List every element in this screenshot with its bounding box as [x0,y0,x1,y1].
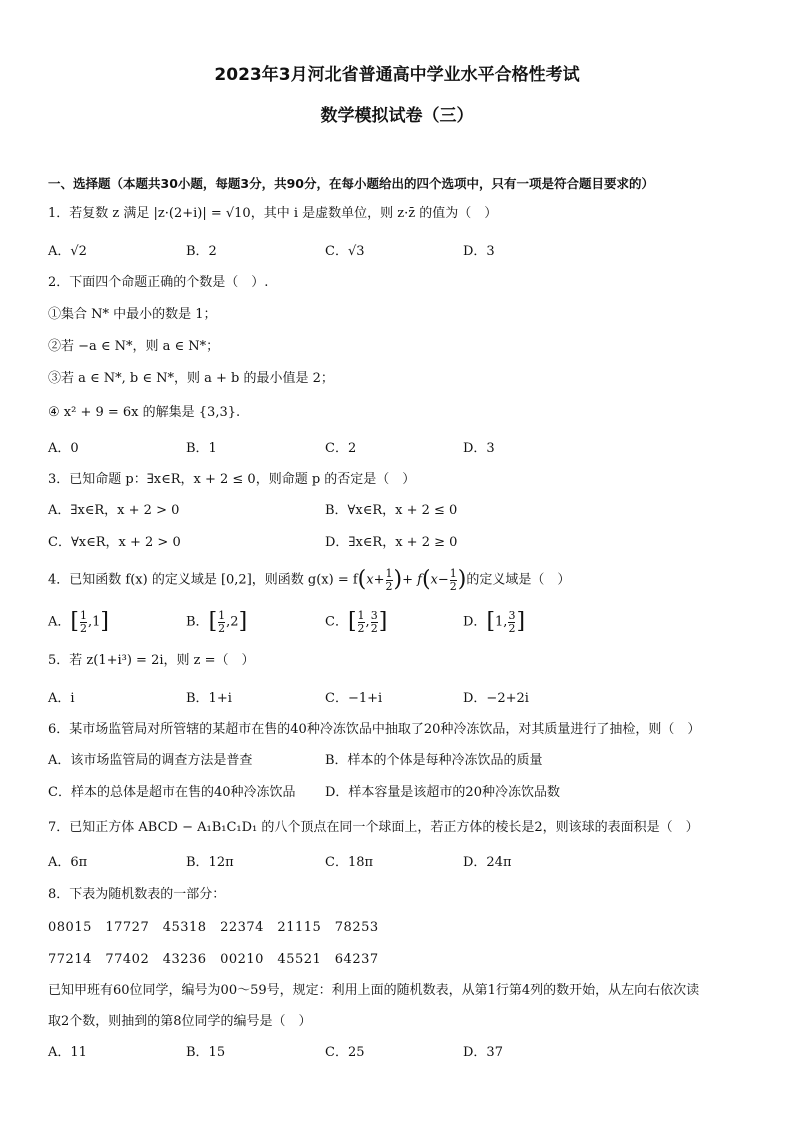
q1-option-c: C．√3 [325,244,365,259]
q4-close-paren: ) [393,567,403,592]
q2-statement-2: ②若 −a ∈ N*，则 a ∈ N*； [48,339,220,354]
q5-option-d: D．−2+2i [463,691,529,706]
q6-option-c: C．样本的总体是超市在售的40种冷冻饮品 [48,785,296,800]
q1-option-d: D．3 [463,244,495,259]
q5-option-b: B．1+i [186,691,232,706]
q2-stem: 2．下面四个命题正确的个数是（ ）. [48,275,269,290]
q4-stem: 4．已知函数 f(x) 的定义域是 [0,2]，则函数 g(x) = f(x+ $\frac{1}{2}$ )+ f(x− $\frac{1}{2}$ )的定义域是（ ） [48,566,571,593]
q8-random-row-2: 77214 77402 43236 00210 45521 64237 [48,952,379,967]
q8-stem: 8．下表为随机数表的一部分： [48,887,226,902]
q7-stem: 7．已知正方体 ABCD − A₁B₁C₁D₁ 的八个顶点在同一个球面上，若正方体的棱长是2，则该球的表面积是（ ） [48,820,699,835]
q2-option-c: C．2 [325,441,357,456]
q2-option-b: B．1 [186,441,217,456]
q3-option-d: D．∃x∈R，x + 2 ≥ 0 [325,535,458,550]
q2-statement-1: ①集合 N* 中最小的数是 1； [48,307,217,322]
section-heading: 一、选择题（本题共30小题，每题3分，共90分，在每小题给出的四个选项中，只有一项是符合题目要求的） [48,176,654,191]
q3-stem: 3．已知命题 p：∃x∈R，x + 2 ≤ 0，则命题 p 的否定是（ ） [48,472,416,487]
q7-option-b: B．12π [186,855,234,870]
q7-option-a: A．6π [48,855,88,870]
q2-option-a: A．0 [48,441,79,456]
q6-option-a: A．该市场监管局的调查方法是普查 [48,753,253,768]
q7-option-c: C．18π [325,855,374,870]
q6-stem: 6．某市场监管局对所管辖的某超市在售的40种冷冻饮品中抽取了20种冷冻饮品，对其质量进行了抽检，则（ ） [48,722,701,737]
q3-option-c: C．∀x∈R，x + 2 > 0 [48,535,181,550]
q6-option-b: B．样本的个体是每种冷冻饮品的质量 [325,753,543,768]
q4-fraction-half: $\frac{1}{2}$ [385,566,393,593]
q8-text-line-2: 取2个数，则抽到的第8位同学的编号是（ ） [48,1014,312,1029]
q6-option-d: D．样本容量是该超市的20种冷冻饮品数 [325,785,560,800]
q8-option-a: A．11 [48,1045,87,1060]
q7-option-d: D．24π [463,855,512,870]
q4-option-d: D．[1, $\frac{3}{2}$ ] [463,608,526,635]
q5-option-a: A．i [48,691,75,706]
q3-option-b: B．∀x∈R，x + 2 ≤ 0 [325,503,458,518]
q4-open-paren: ( [357,567,367,592]
q8-random-row-1: 08015 17727 45318 22374 21115 78253 [48,920,379,935]
q5-option-c: C．−1+i [325,691,383,706]
q4-option-b: B．[ $\frac{1}{2}$ ,2] [186,608,248,635]
q2-option-d: D．3 [463,441,495,456]
q8-text-line-1: 已知甲班有60位同学，编号为00～59号，规定：利用上面的随机数表，从第1行第4列的数开始，从左向右依次读 [48,983,700,998]
q2-statement-4: ④ x² + 9 = 6x 的解集是 {3,3}. [48,405,241,420]
q1-option-a: A．√2 [48,244,87,259]
exam-subtitle: 数学模拟试卷（三） [320,106,474,126]
q5-stem: 5．若 z(1+i³) = 2i，则 z =（ ） [48,653,255,668]
q4-fraction-half-2: $\frac{1}{2}$ [449,566,457,593]
q8-option-c: C．25 [325,1045,365,1060]
q4-plus-f: + f [402,572,422,588]
q4-stem-post: 的定义域是（ ） [466,572,571,588]
q4-option-a: A．[ $\frac{1}{2}$ ,1] [48,608,109,635]
q2-statement-3: ③若 a ∈ N*, b ∈ N*，则 a + b 的最小值是 2； [48,371,334,386]
q8-option-d: D．37 [463,1045,503,1060]
q4-stem-pre: 4．已知函数 f(x) 的定义域是 [0,2]，则函数 g(x) = f [48,572,358,588]
q1-option-b: B．2 [186,244,217,259]
q4-x: x+ [366,572,385,588]
q1-stem: 1．若复数 z 满足 |z·(2+i)| = √10，其中 i 是虚数单位，则 z·z̄ 的值为（ ） [48,206,498,221]
q3-option-a: A．∃x∈R，x + 2 > 0 [48,503,180,518]
q8-option-b: B．15 [186,1045,226,1060]
q4-option-c: C．[ $\frac{1}{2}$ , $\frac{3}{2}$ ] [325,608,388,635]
exam-title: 2023年3月河北省普通高中学业水平合格性考试 [214,65,580,85]
